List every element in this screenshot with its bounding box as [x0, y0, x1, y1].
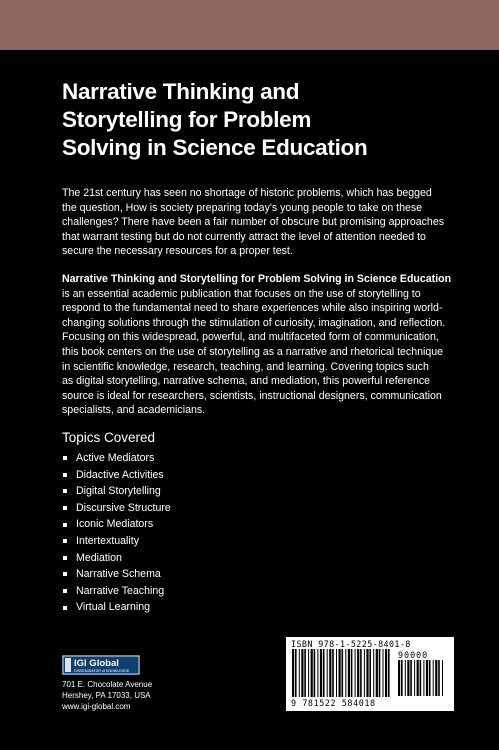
barcode-bar — [320, 649, 322, 697]
topic-label: Virtual Learning — [76, 601, 151, 614]
topic-item — [62, 483, 171, 500]
bullet-icon — [63, 506, 67, 510]
topic-label: Mediation — [76, 551, 122, 564]
bullet-icon — [63, 539, 67, 543]
barcode-bar — [429, 660, 431, 696]
topics-heading: Topics Covered — [62, 430, 156, 445]
barcode-bar — [379, 649, 381, 697]
paragraph-line: this book centers on the use of storytelling as a narrative and rhetorical technique — [62, 345, 444, 358]
barcode-bar — [314, 649, 316, 697]
barcode-bar — [410, 660, 412, 696]
barcode-bar — [420, 660, 422, 696]
bullet-icon — [63, 489, 67, 493]
topic-label: Narrative Teaching — [76, 584, 165, 597]
book-title — [62, 78, 482, 162]
barcode-bar — [301, 649, 303, 697]
title-line: Narrative Thinking and — [62, 79, 300, 104]
paragraph-line: the question, How is society preparing today's young people to take on these — [62, 201, 423, 214]
barcode-bar — [414, 660, 415, 696]
paragraph-line: challenges? There have been a fair number of obscure but promising approaches — [62, 216, 445, 229]
barcode-digits: 9 781522 584018 — [291, 698, 376, 708]
paragraph-line: that warrant testing but do not currently attract the level of attention needed to — [62, 230, 426, 243]
intro-paragraph — [62, 186, 462, 259]
isbn-label: ISBN 978-1-5225-8401-8 — [291, 639, 411, 649]
barcode-bar — [311, 649, 313, 697]
barcode-bar — [348, 649, 350, 697]
topic-label: Iconic Mediators — [76, 518, 154, 531]
barcode-bar — [317, 649, 318, 697]
topic-item — [62, 500, 171, 517]
barcode-bar — [339, 649, 341, 697]
publisher-address — [62, 680, 152, 712]
barcode-bar — [360, 649, 362, 697]
barcode-bar — [364, 649, 365, 697]
barcode-bar — [329, 649, 331, 697]
barcode-bars — [292, 649, 390, 697]
topic-item — [62, 550, 171, 567]
barcode-bar — [435, 660, 437, 696]
paragraph-line: as digital storytelling, narrative schema, and mediation, this powerful reference — [62, 375, 431, 388]
barcode-bar — [401, 660, 403, 696]
address-line: 701 E. Chocolate Avenue — [62, 680, 153, 689]
barcode-bar — [357, 649, 359, 697]
topic-label: Intertextuality — [76, 534, 140, 547]
topic-item — [62, 599, 171, 616]
barcode-bar — [405, 660, 406, 696]
bullet-icon — [63, 556, 67, 560]
barcode-bar — [373, 649, 374, 697]
barcode-bar — [304, 649, 306, 697]
barcode-bar — [366, 649, 368, 697]
price-code: 90000 — [398, 650, 429, 660]
barcode-bar — [388, 649, 390, 697]
barcode-bar — [292, 649, 294, 697]
igi-global-logo — [62, 655, 140, 675]
price-code-bars — [398, 660, 446, 696]
barcode-bar — [332, 649, 334, 697]
barcode-bar — [299, 649, 300, 697]
bullet-icon — [63, 456, 67, 460]
topic-item — [62, 566, 171, 583]
paragraph-line: changing solutions through the stimulation of curiosity, imagination, and reflection. — [62, 316, 446, 329]
topic-label: Active Mediators — [76, 452, 155, 464]
bullet-icon — [63, 473, 67, 477]
bullet-icon — [63, 589, 67, 593]
barcode-bar — [345, 649, 346, 697]
title-line: Storytelling for Problem — [62, 107, 312, 132]
topic-item — [62, 583, 171, 600]
topic-item — [62, 450, 171, 467]
logo-text: IGI Global — [74, 658, 119, 669]
barcode-bar — [385, 649, 387, 697]
barcode-bar — [351, 649, 353, 697]
paragraph-line: secure the necessary resources for a proper test. — [62, 245, 293, 258]
barcode-bar — [438, 660, 440, 696]
barcode-bar — [407, 660, 409, 696]
logo-tagline: DISSEMINATOR of KNOWLEDGE — [74, 669, 130, 673]
topic-label: Digital Storytelling — [76, 485, 161, 498]
topics-list — [62, 450, 171, 616]
barcode-bar — [308, 649, 309, 697]
website-link: www.igi-global.com — [62, 701, 131, 711]
paragraph-line: in scientific knowledge, research, teaching, and learning. Covering topics such — [62, 360, 429, 373]
paragraph-line: respond to the fundamental need to share experiences while also inspiring world- — [62, 302, 443, 315]
barcode-bar — [398, 660, 400, 696]
barcode-bar — [442, 660, 443, 696]
book-title-inline: Narrative Thinking and Storytelling for Problem Solving in Science Education — [62, 273, 452, 285]
title-line: Solving in Science Education — [62, 135, 368, 160]
barcode-bar — [342, 649, 344, 697]
paragraph-line: The 21st century has seen no shortage of historic problems, which has begged — [62, 187, 432, 199]
paragraph-line: is an essential academic publication that focuses on the use of storytelling to — [62, 287, 421, 300]
barcode-bar — [423, 660, 424, 696]
paragraph-line: specialists, and academicians. — [62, 404, 206, 417]
topic-label: Narrative Schema — [76, 568, 161, 581]
topic-item — [62, 516, 171, 533]
barcode-bar — [376, 649, 378, 697]
paragraph-line: Focusing on this widespread, powerful, and multifaceted form of communication, — [62, 331, 439, 344]
isbn-barcode — [286, 637, 454, 711]
barcode-bar — [323, 649, 325, 697]
barcode-bar — [369, 649, 371, 697]
topic-item — [62, 467, 171, 484]
bullet-icon — [63, 523, 67, 527]
address-line: Hershey, PA 17033, USA — [62, 690, 151, 700]
barcode-bar — [355, 649, 356, 697]
topic-item — [62, 533, 171, 550]
barcode-bar — [433, 660, 434, 696]
bullet-icon — [63, 572, 67, 576]
barcode-bar — [426, 660, 428, 696]
top-color-band — [0, 0, 499, 50]
topic-label: Didactive Activities — [76, 468, 164, 481]
bullet-icon — [63, 606, 67, 610]
barcode-bar — [383, 649, 384, 697]
paragraph-line: source is ideal for researchers, scientists, instructional designers, communication — [62, 389, 442, 402]
barcode-bar — [417, 660, 419, 696]
barcode-bar — [327, 649, 328, 697]
barcode-bar — [336, 649, 337, 697]
topic-label: Discursive Structure — [76, 501, 171, 514]
barcode-bar — [295, 649, 297, 697]
description-paragraph — [62, 272, 462, 418]
